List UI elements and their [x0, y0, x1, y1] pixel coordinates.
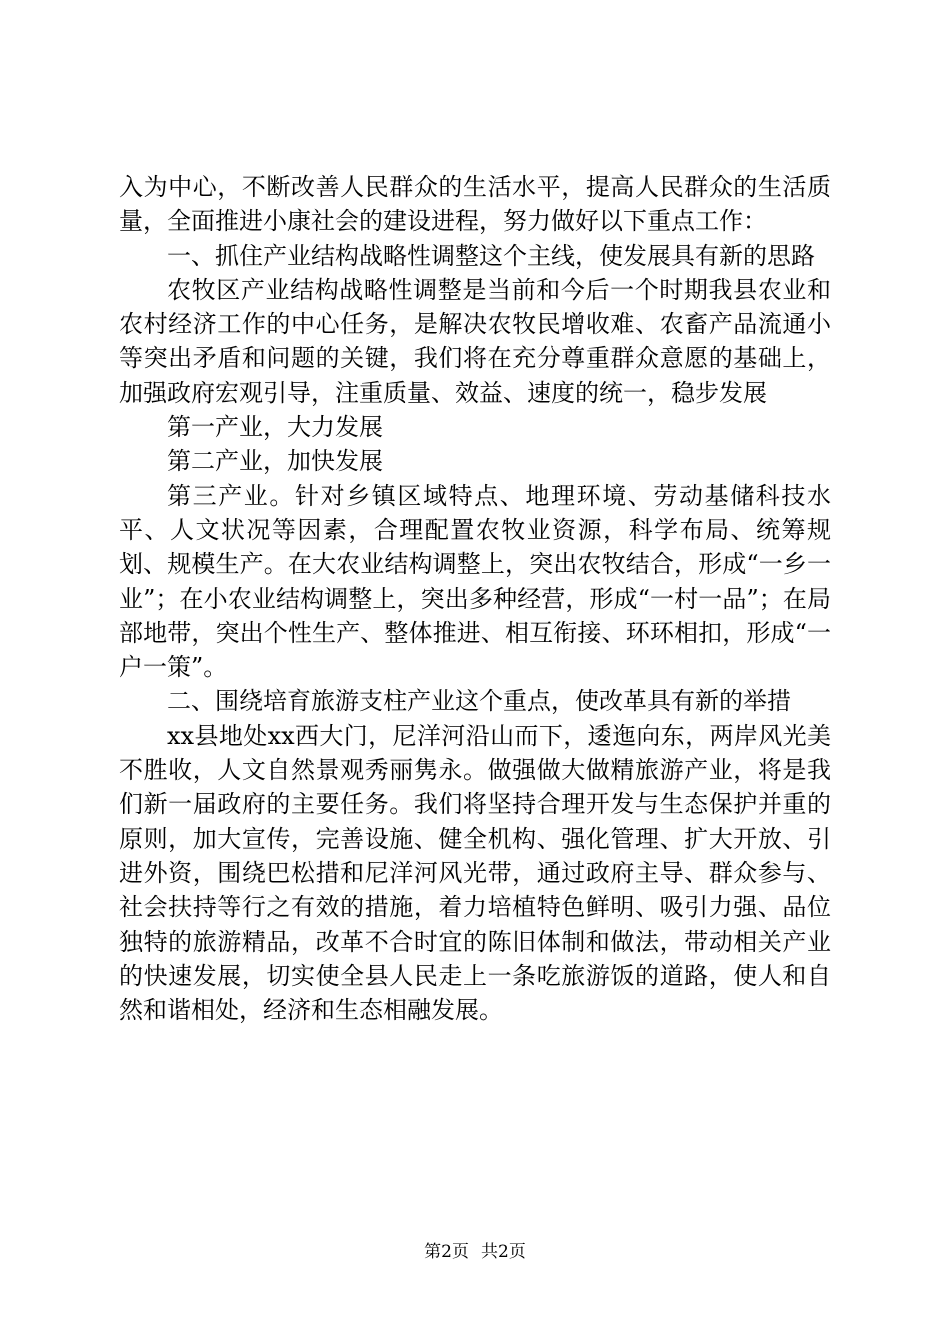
page-number: 第2页: [424, 1242, 469, 1262]
paragraph-primary-industry: 第一产业，大力发展: [167, 413, 383, 442]
document-body: [119, 170, 831, 1027]
paragraph-secondary-industry: 第二产业，加快发展: [167, 447, 383, 476]
paragraph-continuation: 入为中心，不断改善人民群众的生活水平，提高人民群众的生活质量，全面推进小康社会的建设进程，努力做好以下重点工作：: [119, 173, 831, 236]
section-heading-1: 一、抓住产业结构战略性调整这个主线，使发展具有新的思路: [167, 241, 815, 270]
paragraph-industry-adjustment: 农牧区产业结构战略性调整是当前和今后一个时期我县农业和农村经济工作的中心任务，是解决农牧民增收难、农畜产品流通小等突出矛盾和问题的关键，我们将在充分尊重群众意愿的基础上，加强政府宏观引导，注重质量、效益、速度的统一，稳步发展: [119, 275, 831, 407]
paragraph-tertiary-industry: 第三产业。针对乡镇区域特点、地理环境、劳动基储科技水平、人文状况等因素，合理配置农牧业资源，科学布局、统筹规划、规模生产。在大农业结构调整上，突出农牧结合，形成“一乡一业”；在小农业结构调整上，突出多种经营，形成“一村一品”；在局部地带，突出个性生产、整体推进、相互衔接、环环相扣，形成“一户一策”。: [119, 481, 831, 682]
paragraph-tourism: xx县地处xx西大门，尼洋河沿山而下，逶迤向东，两岸风光美不胜收，人文自然景观秀丽隽永。做强做大做精旅游产业，将是我们新一届政府的主要任务。我们将坚持合理开发与生态保护并重的原则，加大宣传，完善设施、健全机构、强化管理、扩大开放、引进外资，围绕巴松措和尼洋河风光带，通过政府主导、群众参与、社会扶持等行之有效的措施，着力培植特色鲜明、吸引力强、品位独特的旅游精品，改革不合时宜的陈旧体制和做法，带动相关产业的快速发展，切实使全县人民走上一条吃旅游饭的道路，使人和自然和谐相处，经济和生态相融发展。: [119, 721, 831, 1025]
page-total: 共2页: [481, 1242, 526, 1262]
page-footer: [0, 1240, 950, 1264]
section-heading-2: 二、围绕培育旅游支柱产业这个重点，使改革具有新的举措: [167, 687, 791, 716]
